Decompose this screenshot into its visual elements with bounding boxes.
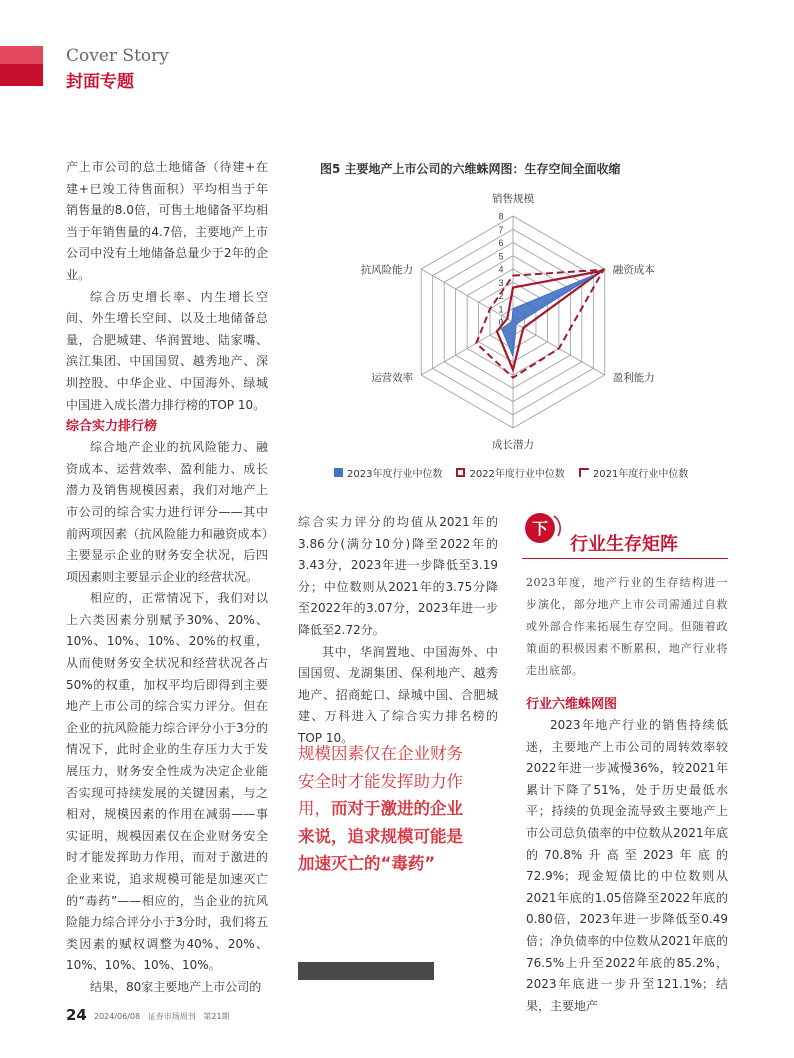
col1-paragraph-2: 综合历史增长率、内生增长空间、外生增长空间、以及土地储备总量，合肥城建、华润置地、陆家嘴、滨江集团、中国国贸、越秀地产、深圳控股、中华企业、中国海外、绿城中国进入成长潜力排行榜的TOP 10。 [66, 289, 268, 412]
tick-label-4: 4 [498, 264, 504, 275]
section-title-en: Cover Story [66, 46, 169, 66]
axis-label-3: 成长潜力 [492, 439, 534, 451]
footer-date: 2024/06/08 [94, 1012, 141, 1021]
section-color-accent [0, 46, 43, 64]
pull-quote-normal: 规模因素仅在企业财务安全时才能发挥助力作用， [298, 744, 463, 818]
pull-quote [298, 740, 478, 878]
legend-label-2021: 2021年度行业中位数 [592, 469, 689, 480]
badge-text: 下 [531, 519, 549, 538]
axis-label-5: 抗风险能力 [360, 264, 414, 276]
tick-label-5: 5 [498, 251, 504, 262]
tick-label-3: 3 [498, 277, 504, 288]
col1-paragraph-5: 结果，80家主要地产上市公司的 [90, 979, 262, 994]
tick-label-6: 6 [498, 238, 504, 248]
legend-label-2022: 2022年度行业中位数 [469, 469, 565, 480]
legend-label-2023: 2023年度行业中位数 [347, 469, 443, 480]
section-xia-rule [522, 558, 728, 559]
footer-issue: 第21期 [203, 1012, 230, 1021]
section-xia-intro: 2023年度，地产行业的生存结构进一步演化，部分地产上市公司需通过自救或外部合作来拓展生存空间。但随着政策面的积极因素不断累积，地产行业将走出底部。 [526, 576, 728, 677]
legend-item-2023 [334, 465, 442, 480]
col1-paragraph-3: 综合地产企业的抗风险能力、融资成本、运营效率、盈利能力、成长潜力及销售规模因素，我们对地产上市公司的综合实力进行评分——其中前两项因素（抗风险能力和融资成本）主要显示企业的财务安全状况，后四项因素则主要显示企业的经营状况。 [66, 440, 268, 584]
article-column-2 [298, 512, 498, 750]
tick-label-1: 1 [498, 304, 504, 315]
pull-quote-bar [298, 962, 434, 980]
tick-label-2: 2 [498, 291, 504, 301]
radar-chart [300, 180, 728, 460]
article-column-1 [66, 157, 268, 999]
legend-swatch-dashed [579, 468, 589, 477]
article-column-3 [526, 694, 728, 1017]
legend-swatch-filled [334, 468, 343, 477]
ranking-heading: 综合实力排行榜 [66, 419, 158, 435]
tick-label-7: 7 [498, 224, 504, 235]
axis-label-2: 盈利能力 [612, 372, 655, 384]
tick-label-0: 0 [498, 317, 504, 328]
col2-paragraph-1: 综合实力评分的均值从2021年的3.86分(满分10分)降至2022年的3.43分，2023年进一步降低至3.19分；中位数则从2021年的3.75分降至2022年的3.07分，2023年进一步降低至2.72分。 [298, 515, 498, 637]
col1-paragraph-4: 相应的，正常情况下，我们对以上六类因素分别赋予30%、20%、10%、10%、10%、20%的权重，从而使财务安全状况和经营状况各占50%的权重，加权平均后即得到主要地产上市公司的综合实力评分。但在企业的抗风险能力综合评分小于3分的情况下，此时企业的生存压力大于发展压力，财务安全性成为决定企业能否实现可持续发展的关键因素，与之相对，规模因素的作用在减弱——事实证明，规模因素仅在企业财务安全时才能发挥助力作用，而对于激进的企业来说，追求规模可能是加速灭亡的“毒药”——相应的，当企业的抗风险能力综合评分小于3分时，我们将五类因素的赋权调整为40%、20%、10%、10%、10%、10%。 [66, 591, 268, 973]
col2-paragraph-2: 其中，华润置地、中国海外、中国国贸、龙湖集团、保利地产、越秀地产、招商蛇口、绿城中国、合肥城建、万科进入了综合实力排名榜的TOP 10。 [298, 644, 498, 745]
legend-swatch-solid [456, 468, 465, 477]
footer-meta [94, 1011, 230, 1022]
legend-item-2022 [456, 465, 564, 480]
section-title-cn: 封面专题 [66, 72, 134, 92]
footer-magazine: 证券市场周刊 [147, 1012, 196, 1021]
series-2021-polygon [476, 270, 603, 378]
col3-paragraph-1: 2023年地产行业的销售持续低迷，主要地产上市公司的周转效率较2022年进一步减慢36%，较2021年累计下降了51%，处于历史最低水平；持续的负现金流导致主要地产上市公司总负债率的中位数从2021年底的70.8%升高至2023年底的72.9%；现金短债比的中位数则从2021年底的1.05倍降至2022年底的0.80倍，2023年进一步降低至0.49倍；净负债率的中位数从2021年底的76.5%上升至2022年底的85.2%，2023年底进一步升至121.1%；结果，主要地产 [526, 718, 728, 1013]
section-badge [522, 508, 566, 548]
axis-label-4: 运营效率 [371, 372, 414, 384]
pull-quote-bold: 而对于激进的企业来说，追求规模可能是加速灭亡的“毒药” [298, 799, 463, 873]
page-number: 24 [66, 1006, 87, 1024]
legend-item-2021 [579, 465, 688, 480]
section-xia-title: 行业生存矩阵 [570, 534, 678, 555]
axis-label-0: 销售规模 [492, 193, 534, 205]
badge-arc [554, 516, 560, 536]
spider-heading: 行业六维蛛网图 [526, 697, 618, 712]
col1-paragraph-1: 产上市公司的总土地储备（待建+在建+已竣工待售面积）平均相当于年销售量的8.0倍，可售土地储备平均相当于年销售量的4.7倍，主要地产上市公司中没有土地储备总量少于2年的企业。 [66, 160, 268, 282]
figure-title: 图5 主要地产上市公司的六维蛛网图：生存空间全面收缩 [320, 162, 621, 176]
chart-legend [334, 465, 688, 480]
tick-label-8: 8 [498, 211, 504, 222]
axis-label-1: 融资成本 [612, 264, 655, 276]
